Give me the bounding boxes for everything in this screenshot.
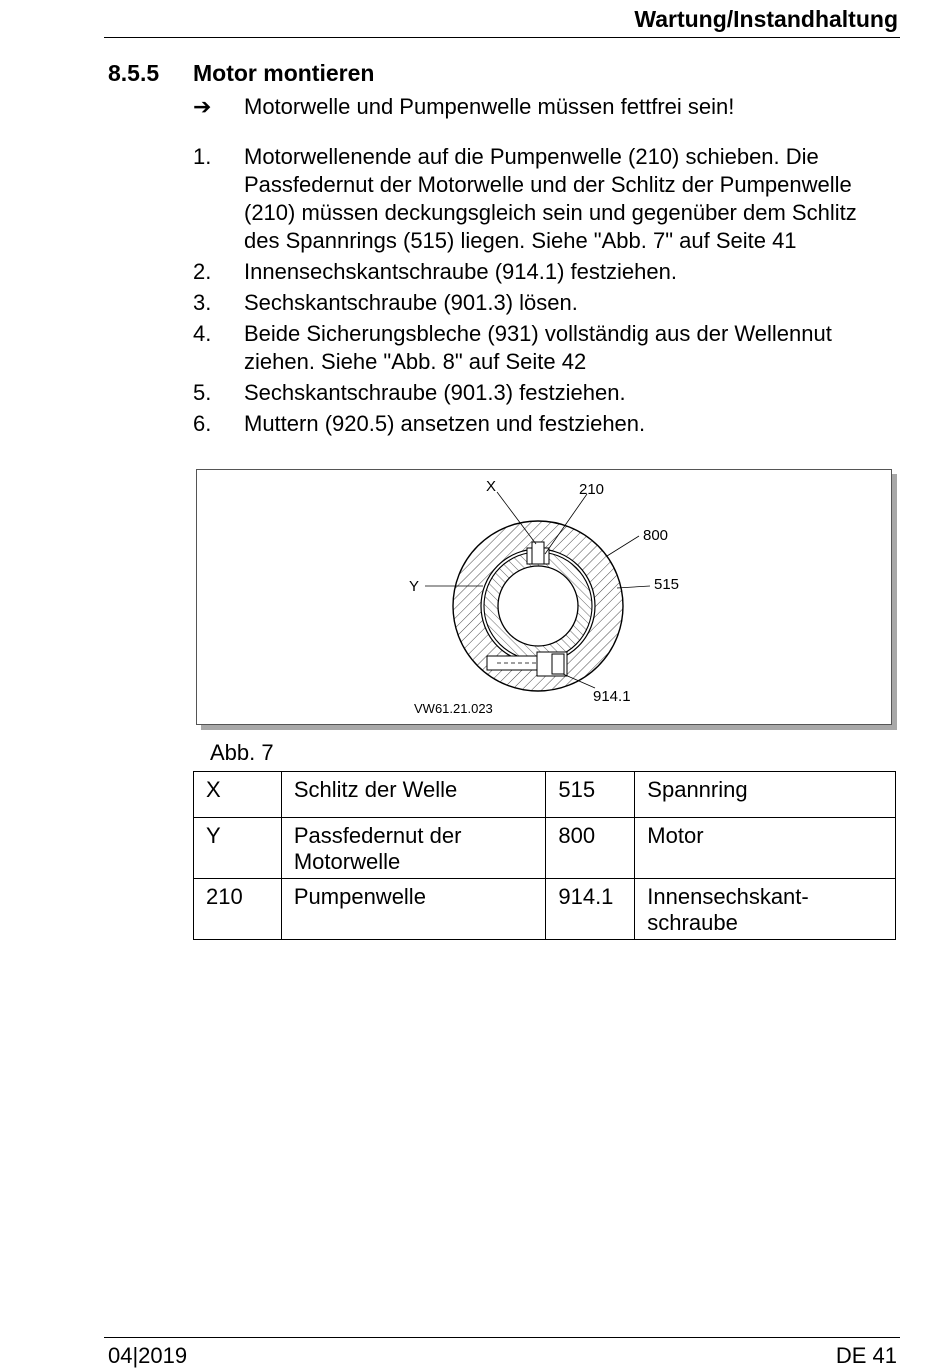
legend-key: 800	[546, 818, 635, 879]
legend-key: X	[194, 772, 282, 818]
shaft-drawing	[197, 470, 891, 724]
step-list	[193, 143, 893, 441]
footer-rule	[104, 1337, 900, 1338]
legend-key: Y	[194, 818, 282, 879]
step-text: Innensechskantschraube (914.1) festziehen.	[244, 259, 677, 284]
label-800: 800	[643, 527, 669, 544]
step-text: Motorwellenende auf die Pumpenwelle (210) schieben. Die Passfedernut der Motorwelle und der Schlitz der Pumpenwelle (210) müssen deckungsgleich sein und gegenüber dem Schlitz des Spannrings (515) liegen. Siehe "Abb. 7" auf Seite 41	[244, 144, 857, 253]
step-text: Beide Sicherungsbleche (931) vollständig aus der Wellennut ziehen. Siehe "Abb. 8" auf Seite 42	[244, 321, 832, 374]
step-number: 6.	[193, 411, 212, 436]
figure-frame	[196, 469, 892, 725]
legend-value: Pumpenwelle	[281, 879, 546, 940]
figure-code: VW61.21.023	[414, 701, 493, 716]
step-number: 5.	[193, 380, 212, 405]
step-text: Sechskantschraube (901.3) festziehen.	[244, 380, 626, 405]
table-row	[194, 879, 896, 940]
step-number: 3.	[193, 290, 212, 315]
section-title: Motor montieren	[193, 60, 375, 86]
figure-caption: Abb. 7	[210, 740, 274, 765]
label-y: Y	[409, 578, 420, 595]
list-item	[193, 379, 893, 407]
step-number: 1.	[193, 144, 212, 169]
header-rule	[104, 37, 900, 38]
list-item	[193, 320, 893, 376]
list-item	[193, 143, 893, 255]
legend-key: 914.1	[546, 879, 635, 940]
legend-key: 210	[194, 879, 282, 940]
legend-value: Passfedernut der Motorwelle	[281, 818, 546, 879]
label-515: 515	[654, 576, 680, 593]
pump-shaft	[484, 552, 592, 660]
legend-table	[193, 771, 896, 940]
legend-value: Motor	[635, 818, 896, 879]
step-text: Muttern (920.5) ansetzen und festziehen.	[244, 411, 646, 436]
label-914-1: 914.1	[593, 688, 631, 705]
table-row	[194, 772, 896, 818]
step-text: Sechskantschraube (901.3) lösen.	[244, 290, 578, 315]
label-x: X	[486, 478, 497, 495]
step-number: 4.	[193, 321, 212, 346]
step-number: 2.	[193, 259, 212, 284]
legend-value: Spannring	[635, 772, 896, 818]
label-210: 210	[579, 481, 605, 498]
legend-key: 515	[546, 772, 635, 818]
list-item	[193, 289, 893, 317]
footer-date: 04|2019	[108, 1343, 188, 1368]
header-title: Wartung/Instandhaltung	[634, 6, 898, 32]
arrow-right-icon: ➔	[193, 94, 212, 119]
table-row	[194, 818, 896, 879]
legend-value: Innensechskant-schraube	[635, 879, 896, 940]
list-item	[193, 410, 893, 438]
section-number: 8.5.5	[108, 60, 160, 86]
list-item	[193, 258, 893, 286]
note-text: Motorwelle und Pumpenwelle müssen fettfrei sein!	[244, 94, 735, 119]
page-number: DE 41	[835, 1343, 897, 1368]
legend-value: Schlitz der Welle	[281, 772, 546, 818]
